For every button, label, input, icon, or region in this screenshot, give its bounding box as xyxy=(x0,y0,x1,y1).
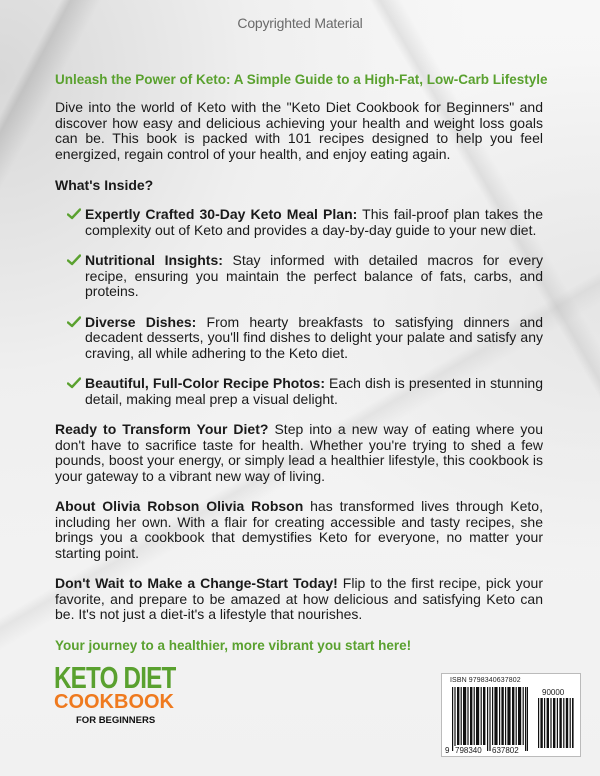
about-text: has transformed lives through Keto, including her own. With a flair for creating accessible and tasty recipes, she brings you a cookbook that demystifies Keto for everyone, no matter your starting point. xyxy=(55,498,543,561)
feature-list xyxy=(55,207,543,407)
check-icon xyxy=(67,254,81,266)
check-icon xyxy=(67,208,81,220)
feature-item xyxy=(85,253,543,300)
ready-text: Step into a new way of eating where you don't have to sacrifice taste for health. Whether you're trying to shed a few pounds, boost your energy, or simply lead a healthier lifestyle, this cookbook is your gateway to a vibrant new way of living. xyxy=(55,421,543,484)
barcode-digit-first: 9 xyxy=(445,746,450,755)
feature-item xyxy=(85,315,543,362)
cta-heading: Don't Wait to Make a Change-Start Today! xyxy=(55,575,338,591)
feature-text: From hearty breakfasts to satisfying dinners and decadent desserts, you'll find dishes to delight your palate and satisfy any craving, all while adhering to the Keto diet. xyxy=(85,313,543,361)
isbn-label: ISBN 9798340637802 xyxy=(450,677,521,684)
price-barcode-icon xyxy=(538,698,574,748)
feature-text: Stay informed with detailed macros for every recipe, ensuring you maintain the perfect balance of fats, carbs, and proteins. xyxy=(85,252,543,299)
cta-paragraph xyxy=(55,576,543,623)
isbn-barcode xyxy=(441,673,581,757)
feature-title: Diverse Dishes: xyxy=(85,313,197,330)
cta-text: Flip to the first recipe, pick your favorite, and prepare to be amazed at how delicious and satisfying Keto can be. It's not just a diet-it's a lifestyle that nourishes. xyxy=(55,575,543,622)
barcode-digits-right: 637802 xyxy=(492,746,519,755)
barcode-digits-left: 798340 xyxy=(455,746,482,755)
feature-title: Beautiful, Full-Color Recipe Photos: xyxy=(85,375,325,391)
ready-heading: Ready to Transform Your Diet? xyxy=(55,421,269,437)
back-cover-content xyxy=(55,72,548,653)
feature-text: This fail-proof plan takes the complexity out of Keto and provides a day-by-day guide to your new diet. xyxy=(85,206,543,238)
logo-tagline: FOR BEGINNERS xyxy=(76,715,156,726)
check-icon xyxy=(67,377,81,389)
intro-paragraph: Dive into the world of Keto with the "Keto Diet Cookbook for Beginners" and discover how easy and delicious achieving your health and weight loss goals can be. This book is packed with 101 recipes designed to help you feel energized, regain control of your health, and enjoy eating again. xyxy=(55,99,543,162)
feature-text: Each dish is presented in stunning detail, making meal prep a visual delight. xyxy=(85,375,544,407)
barcode-bars-icon xyxy=(452,687,528,751)
closing-line: Your journey to a healthier, more vibrant you start here! xyxy=(55,637,412,653)
ready-paragraph xyxy=(55,422,543,484)
logo-subtitle: COOKBOOK xyxy=(54,691,174,713)
whats-inside-title: What's Inside? xyxy=(55,177,154,193)
feature-item xyxy=(85,207,543,238)
about-paragraph xyxy=(55,499,543,561)
feature-item xyxy=(85,376,543,407)
book-logo xyxy=(54,660,204,726)
price-code: 90000 xyxy=(542,688,565,697)
about-heading: About Olivia Robson Olivia Robson xyxy=(55,498,304,514)
feature-title: Expertly Crafted 30-Day Keto Meal Plan: xyxy=(85,206,358,222)
feature-title: Nutritional Insights: xyxy=(85,252,223,268)
check-icon xyxy=(67,316,81,328)
copyright-label: Copyrighted Material xyxy=(237,15,363,31)
logo-title: KETO DIET xyxy=(54,660,176,695)
headline: Unleash the Power of Keto: A Simple Guide to a High-Fat, Low-Carb Lifestyle xyxy=(55,72,548,87)
